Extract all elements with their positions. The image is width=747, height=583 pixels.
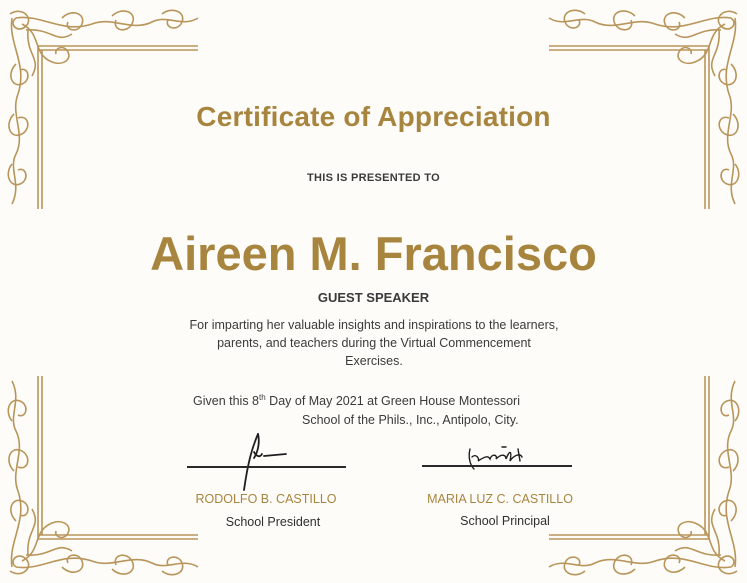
president-name: RODOLFO B. CASTILLO (195, 492, 337, 506)
given-date-line (193, 394, 520, 408)
principal-name: MARIA LUZ C. CASTILLO (427, 492, 573, 506)
appreciation-reason (168, 316, 580, 370)
principal-title: School Principal (460, 514, 550, 528)
given-suffix: Day of May 2021 at Green House Montessori (265, 394, 520, 408)
recipient-role: GUEST SPEAKER (317, 290, 430, 305)
signature-line (422, 465, 572, 467)
date-ordinal-suffix: th (259, 392, 266, 402)
signature-line (187, 466, 346, 468)
principal-signature-icon (462, 443, 532, 473)
reason-line: Exercises. (345, 354, 403, 368)
ornate-corner-bottom-left-icon (2, 371, 202, 581)
reason-line: For imparting her valuable insights and inspirations to the learners, (189, 318, 559, 332)
ornate-corner-bottom-right-icon (545, 371, 745, 581)
president-signature-icon (228, 428, 298, 492)
certificate-title: Certificate of Appreciation (196, 101, 551, 132)
president-title: School President (225, 515, 321, 529)
reason-line: parents, and teachers during the Virtual Commencement (217, 336, 531, 350)
given-location-line: School of the Phils., Inc., Antipolo, City. (302, 413, 519, 427)
recipient-name: Aireen M. Francisco (150, 227, 597, 280)
presented-to-label: THIS IS PRESENTED TO (307, 172, 440, 184)
given-prefix: Given this 8 (193, 394, 260, 408)
